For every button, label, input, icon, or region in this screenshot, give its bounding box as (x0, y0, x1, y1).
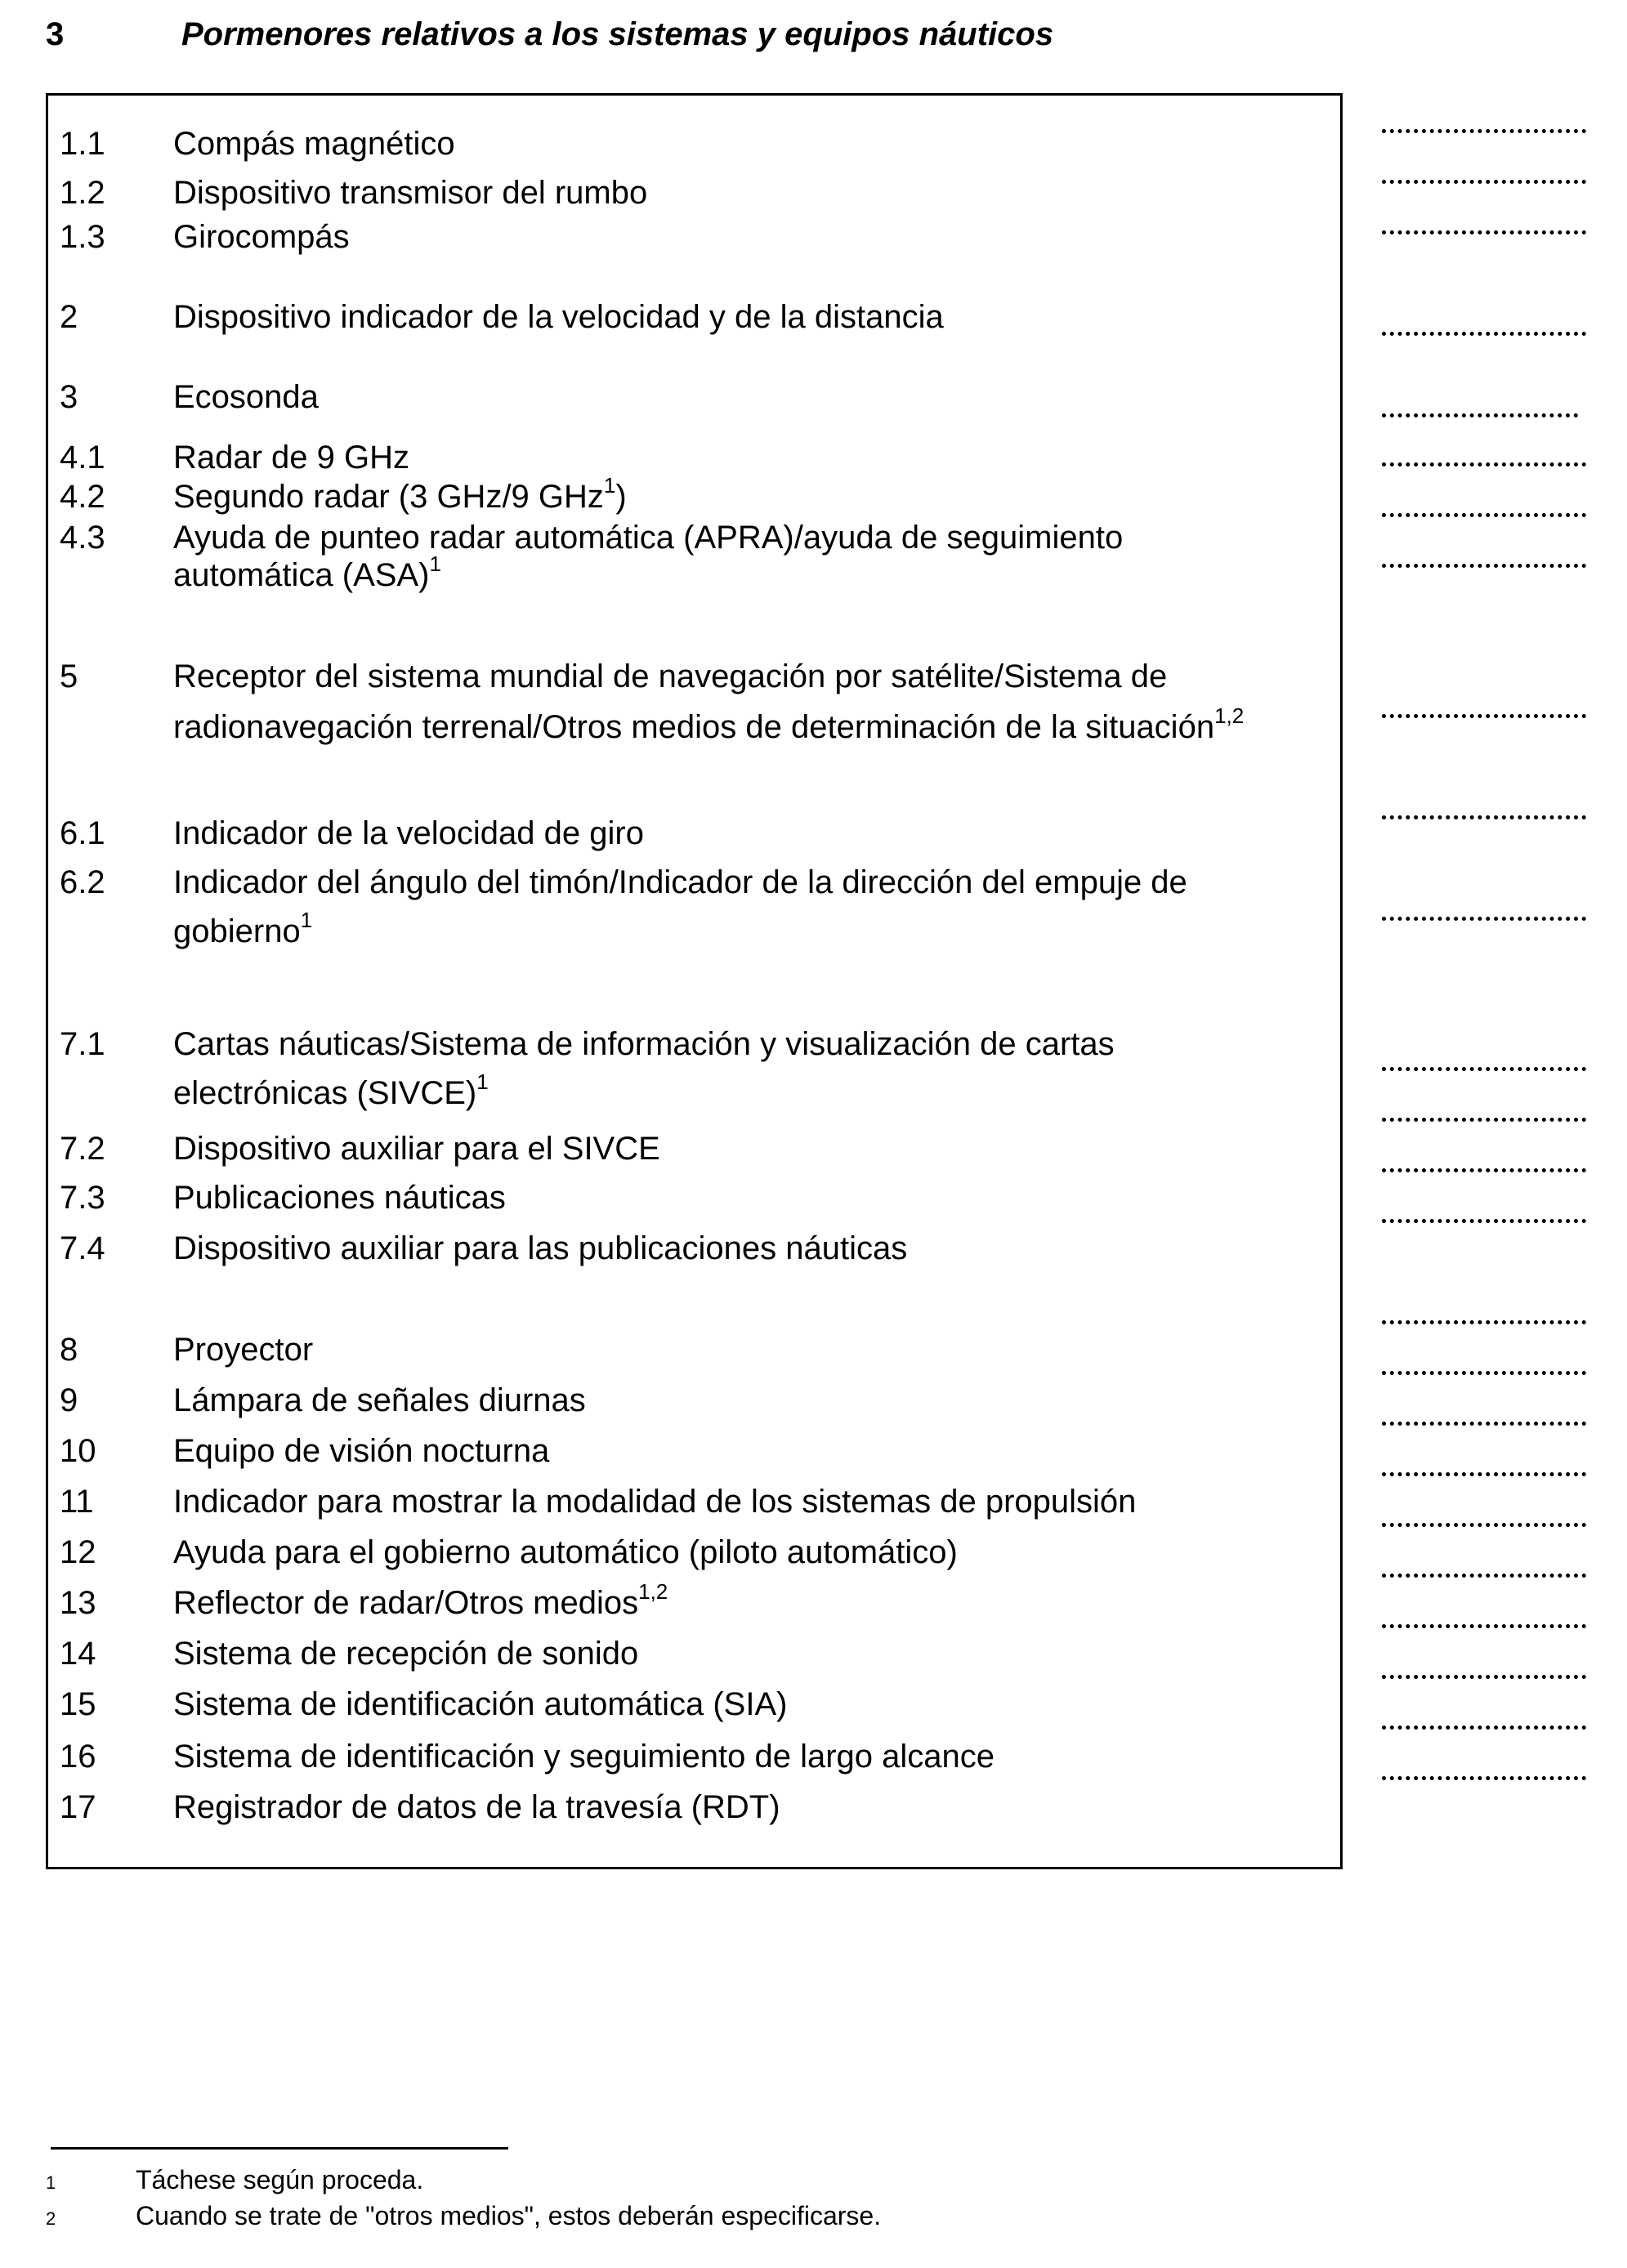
item-label-continued: electrónicas (SIVCE)$^1$ (173, 1069, 489, 1111)
item-label: Proyector (173, 1332, 314, 1368)
item-number: 7.3 (60, 1180, 105, 1216)
item-number: 7.1 (60, 1026, 105, 1062)
footnote-ref: 1,2 (638, 1578, 668, 1604)
item-label: Dispositivo indicador de la velocidad y de la distancia (173, 299, 944, 335)
item-number: 4.3 (60, 520, 105, 556)
fill-in-line[interactable] (1382, 1472, 1586, 1476)
item-label: Indicador del ángulo del timón/Indicador de la dirección del empuje de (173, 864, 1187, 900)
item-number: 1.2 (60, 175, 105, 211)
section-number: 3 (46, 16, 65, 52)
item-label: Reflector de radar/Otros medios$^{1,2}$ (173, 1578, 668, 1621)
item-label: Ayuda de punteo radar automática (APRA)/ayuda de seguimiento (173, 520, 1124, 556)
fill-in-line[interactable] (1382, 413, 1578, 417)
item-label-continued: automática (ASA)$^1$ (173, 551, 441, 593)
item-label: Sistema de identificación automática (SIA) (173, 1686, 788, 1722)
item-number: 8 (60, 1332, 78, 1368)
item-number: 10 (60, 1433, 96, 1469)
item-label: Lámpara de señales diurnas (173, 1382, 586, 1418)
item-label: Indicador de la velocidad de giro (173, 815, 644, 851)
item-label: Segundo radar (3 GHz/9 GHz$^1$) (173, 472, 627, 515)
fill-in-line[interactable] (1382, 1726, 1586, 1730)
item-label: Radar de 9 GHz (173, 440, 410, 475)
footnote-ref: 1,2 (1214, 703, 1245, 728)
item-number: 4.1 (60, 440, 105, 475)
item-label: Ayuda para el gobierno automático (piloto automático) (173, 1534, 958, 1570)
item-number: 6.1 (60, 815, 105, 851)
item-label: Receptor del sistema mundial de navegación por satélite/Sistema de (173, 659, 1168, 694)
item-number: 15 (60, 1686, 96, 1722)
item-label: Compás magnético (173, 126, 455, 162)
item-number: 7.2 (60, 1131, 105, 1167)
item-label: Sistema de recepción de sonido (173, 1636, 639, 1672)
item-number: 13 (60, 1585, 96, 1621)
item-label: Equipo de visión nocturna (173, 1433, 550, 1469)
item-number: 1.1 (60, 126, 105, 162)
item-label: Registrador de datos de la travesía (RDT) (173, 1789, 780, 1825)
fill-in-line[interactable] (1382, 1624, 1586, 1628)
fill-in-line[interactable] (1382, 1118, 1586, 1122)
item-number: 2 (60, 299, 78, 335)
fill-in-line[interactable] (1382, 1675, 1586, 1679)
footnote-separator (51, 2147, 508, 2150)
footnote-ref: 1 (476, 1069, 489, 1094)
fill-in-line[interactable] (1382, 1320, 1586, 1324)
fill-in-line[interactable] (1382, 332, 1586, 336)
item-number: 3 (60, 379, 78, 415)
footnote-number: 1 (46, 2172, 56, 2193)
item-number: 5 (60, 659, 78, 694)
item-number: 1.3 (60, 219, 105, 255)
footnote-text: Cuando se trate de "otros medios", estos deberán especificarse. (136, 2201, 882, 2230)
fill-in-line[interactable] (1382, 1776, 1586, 1780)
fill-in-line[interactable] (1382, 462, 1586, 467)
item-label: Girocompás (173, 219, 350, 255)
fill-in-line[interactable] (1382, 1168, 1586, 1172)
item-number: 11 (60, 1484, 94, 1520)
item-number: 4.2 (60, 479, 105, 515)
item-label-continued: gobierno$^1$ (173, 907, 313, 949)
item-number: 6.2 (60, 864, 105, 900)
fill-in-line[interactable] (1382, 129, 1586, 133)
item-label: Dispositivo auxiliar para el SIVCE (173, 1131, 660, 1167)
item-number: 12 (60, 1534, 96, 1570)
item-number: 17 (60, 1789, 96, 1825)
fill-in-line[interactable] (1382, 1523, 1586, 1527)
item-number: 7.4 (60, 1230, 105, 1266)
footnote-number: 2 (46, 2208, 56, 2229)
fill-in-line[interactable] (1382, 513, 1586, 517)
fill-in-line[interactable] (1382, 1371, 1586, 1375)
fill-in-line[interactable] (1382, 917, 1586, 921)
fill-in-line[interactable] (1382, 230, 1586, 234)
item-label: Sistema de identificación y seguimiento de largo alcance (173, 1739, 995, 1775)
fill-in-line[interactable] (1382, 1422, 1586, 1426)
item-number: 14 (60, 1636, 96, 1672)
fill-in-line[interactable] (1382, 1067, 1586, 1071)
item-label: Dispositivo transmisor del rumbo (173, 175, 648, 211)
footnote-ref: 1 (300, 907, 313, 932)
item-label-continued: radionavegación terrenal/Otros medios de determinación de la situación$^{1,2}$ (173, 703, 1245, 745)
item-label: Ecosonda (173, 379, 319, 415)
fill-in-line[interactable] (1382, 1574, 1586, 1578)
section-title: Pormenores relativos a los sistemas y equipos náuticos (181, 16, 1054, 52)
item-label: Cartas náuticas/Sistema de información y visualización de cartas (173, 1026, 1115, 1062)
fill-in-line[interactable] (1382, 815, 1586, 819)
footnote-text: Táchese según proceda. (136, 2165, 424, 2194)
footnote-ref: 1 (603, 472, 616, 498)
item-number: 16 (60, 1739, 96, 1775)
item-number: 9 (60, 1382, 78, 1418)
fill-in-line[interactable] (1382, 1219, 1586, 1223)
fill-in-line[interactable] (1382, 180, 1586, 184)
footnote-ref: 1 (429, 551, 441, 576)
item-label: Publicaciones náuticas (173, 1180, 506, 1216)
fill-in-line[interactable] (1382, 564, 1586, 568)
item-label: Indicador para mostrar la modalidad de los sistemas de propulsión (173, 1484, 1137, 1520)
fill-in-line[interactable] (1382, 714, 1586, 718)
item-label: Dispositivo auxiliar para las publicaciones náuticas (173, 1230, 908, 1266)
